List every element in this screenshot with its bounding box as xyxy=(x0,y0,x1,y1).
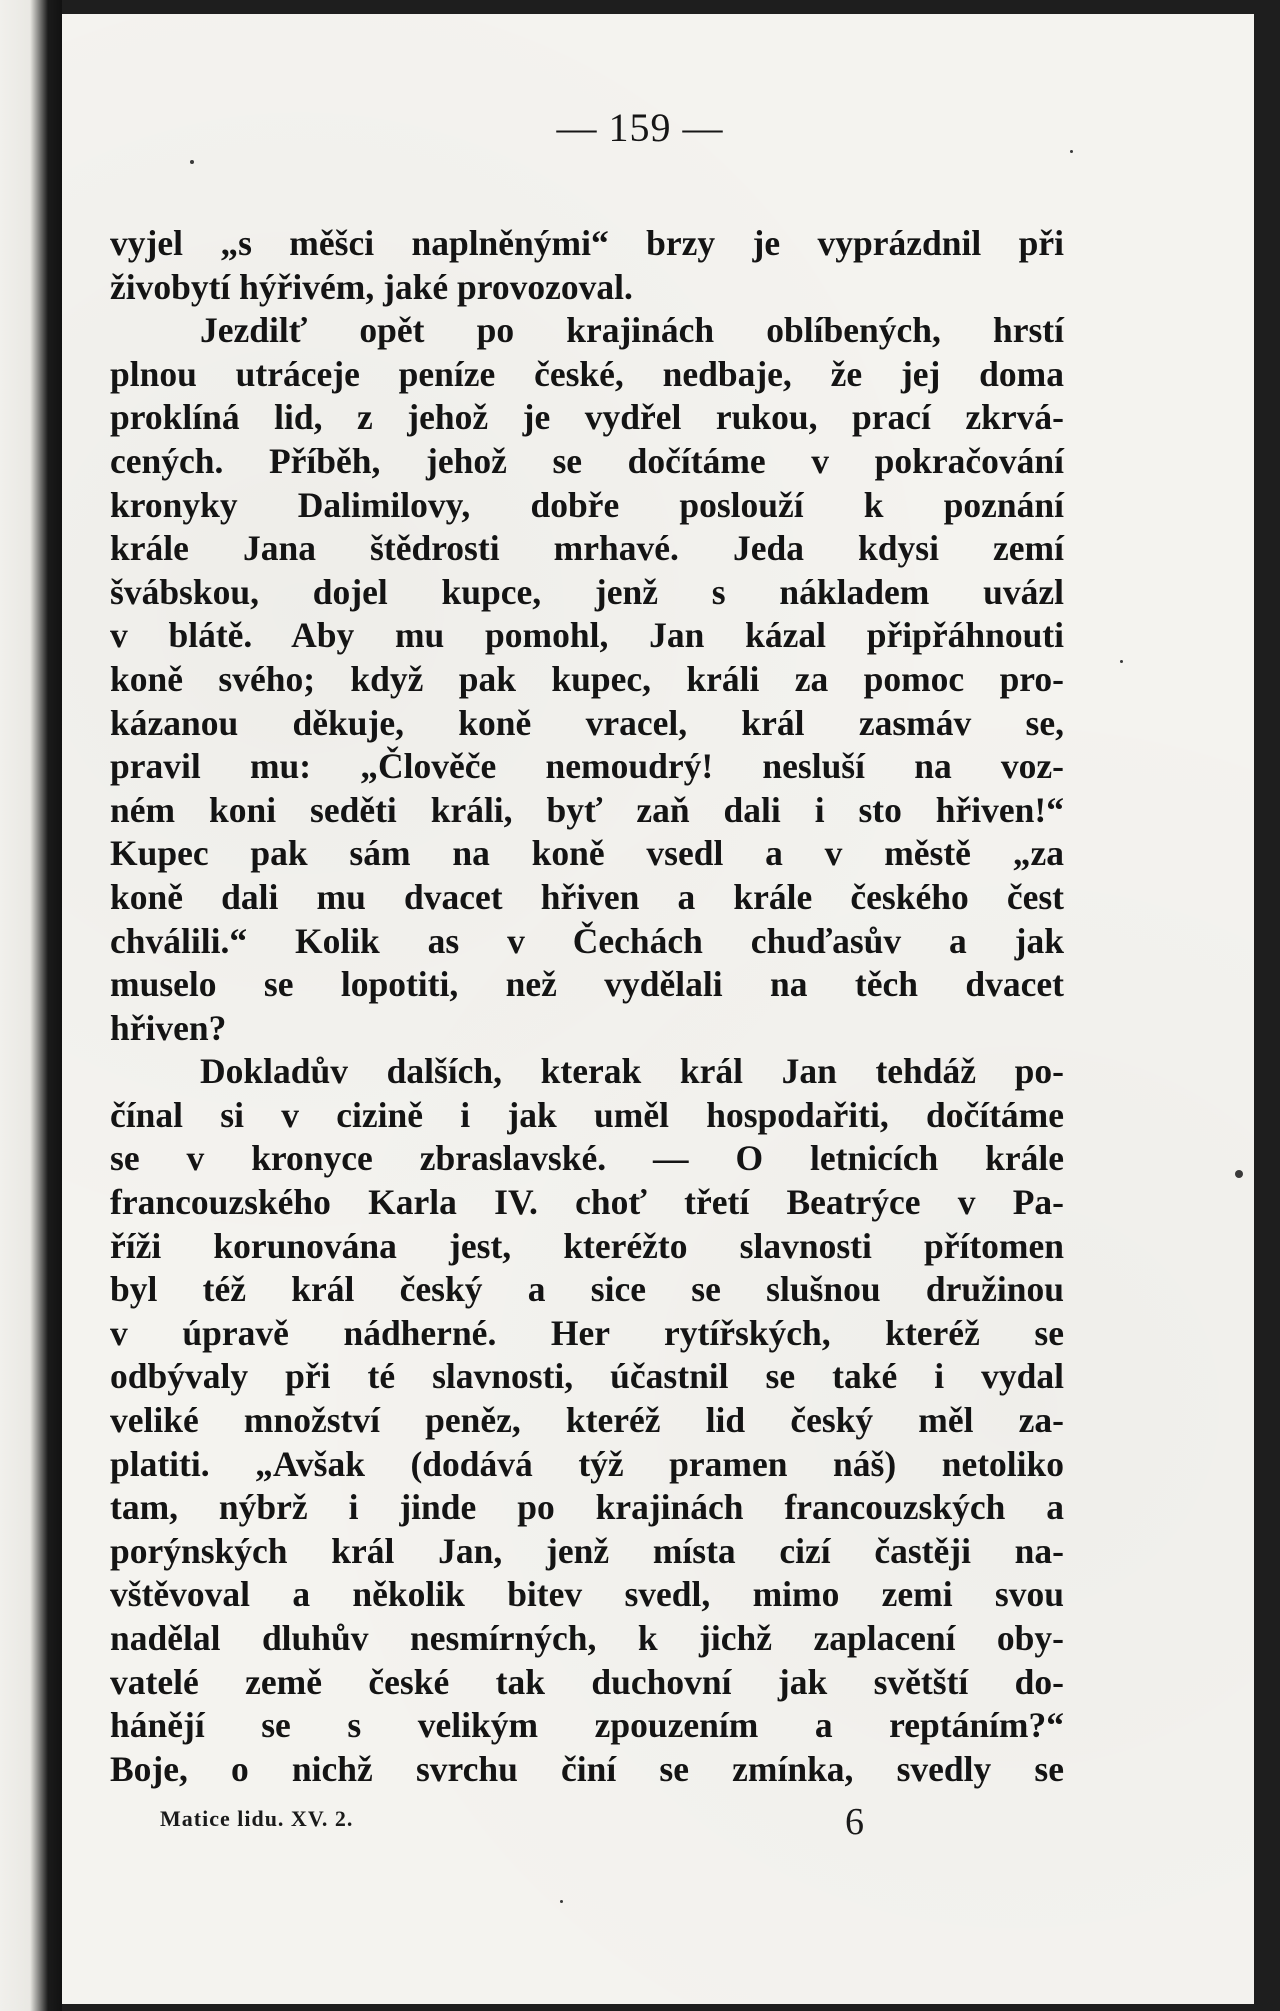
text-line: říži korunována jest, kteréžto slavnosti přítomen xyxy=(110,1225,1064,1266)
text-line: odbývaly při té slavnosti, účastnil se také i vydal xyxy=(110,1356,1064,1397)
text-line: se v kronyce zbraslavské. — O letnicích krále xyxy=(110,1138,1064,1179)
page-number-header: — 159 — xyxy=(556,105,724,150)
text-line: čínal si v cizině i jak uměl hospodařiti, dočítáme xyxy=(110,1094,1064,1135)
text-line: muselo se lopotiti, než vydělali na těch dvacet xyxy=(110,964,1064,1005)
text-line: nadělal dluhův nesmírných, k jichž zaplacení oby- xyxy=(110,1618,1064,1658)
text-line: Jezdilť opět po krajinách oblíbených, hrstí xyxy=(200,310,1064,351)
text-line: Kupec pak sám na koně vsedl a v městě „za xyxy=(110,833,1064,874)
text-line: živobytí hýřivém, jaké provozoval. xyxy=(110,266,633,307)
footer-signature: Matice lidu. XV. 2. xyxy=(160,1806,354,1831)
text-line: Boje, o nichž svrchu činí se zmínka, svedly se xyxy=(110,1748,1064,1789)
text-line: v blátě. Aby mu pomohl, Jan kázal připřáhnouti xyxy=(110,615,1064,656)
book-gutter xyxy=(0,0,62,2011)
text-line: koně dali mu dvacet hřiven a krále českého čest xyxy=(110,876,1064,917)
text-line: veliké množství peněz, kteréž lid český měl za- xyxy=(110,1400,1064,1441)
text-line: koně svého; když pak kupec, králi za pomoc pro- xyxy=(110,658,1064,699)
text-line: Dokladův dalších, kterak král Jan tehdáž po- xyxy=(200,1051,1064,1092)
text-line: vatelé země české tak duchovní jak světští do- xyxy=(110,1661,1064,1702)
text-line: krále Jana štědrosti mrhavé. Jeda kdysi zemí xyxy=(110,528,1064,569)
text-line: kronyky Dalimilovy, dobře poslouží k poznání xyxy=(110,484,1064,525)
text-line: pravil mu: „Člověče nemoudrý! nesluší na voz- xyxy=(110,746,1064,787)
text-line: tam, nýbrž i jinde po krajinách francouzských a xyxy=(110,1487,1064,1528)
text-line: plnou utráceje peníze české, nedbaje, že jej doma xyxy=(110,353,1064,394)
body-text xyxy=(110,222,1064,1791)
text-line: vyjel „s měšci naplněnými“ brzy je vyprázdnil při xyxy=(110,223,1064,263)
text-line: v úpravě nádherné. Her rytířských, kteréž se xyxy=(110,1312,1064,1353)
text-line: porýnských král Jan, jenž místa cizí častěji na- xyxy=(110,1530,1064,1571)
text-line: ném koni seděti králi, byť zaň dali i sto hřiven!“ xyxy=(110,789,1064,830)
text-line: francouzského Karla IV. choť třetí Beatrýce v Pa- xyxy=(110,1182,1064,1223)
text-line: vštěvoval a několik bitev svedl, mimo zemi svou xyxy=(110,1574,1064,1615)
text-line: byl též král český a sice se slušnou družinou xyxy=(110,1269,1064,1310)
text-line: proklíná lid, z jehož je vydřel rukou, prací zkrvá- xyxy=(110,397,1064,438)
footer-sheet-number: 6 xyxy=(845,1801,864,1843)
text-line: chválili.“ Kolik as v Čechách chuďasův a jak xyxy=(110,920,1064,961)
text-line: platiti. „Avšak (dodává týž pramen náš) netoliko xyxy=(110,1443,1064,1484)
text-line: hánějí se s velikým zpouzením a reptáním?“ xyxy=(110,1705,1064,1746)
text-line: švábskou, dojel kupce, jenž s nákladem uvázl xyxy=(110,571,1064,612)
text-line: cených. Příběh, jehož se dočítáme v pokračování xyxy=(110,440,1064,481)
text-line: kázanou děkuje, koně vracel, král zasmáv se, xyxy=(110,702,1064,743)
text-line: hřiven? xyxy=(110,1007,227,1048)
